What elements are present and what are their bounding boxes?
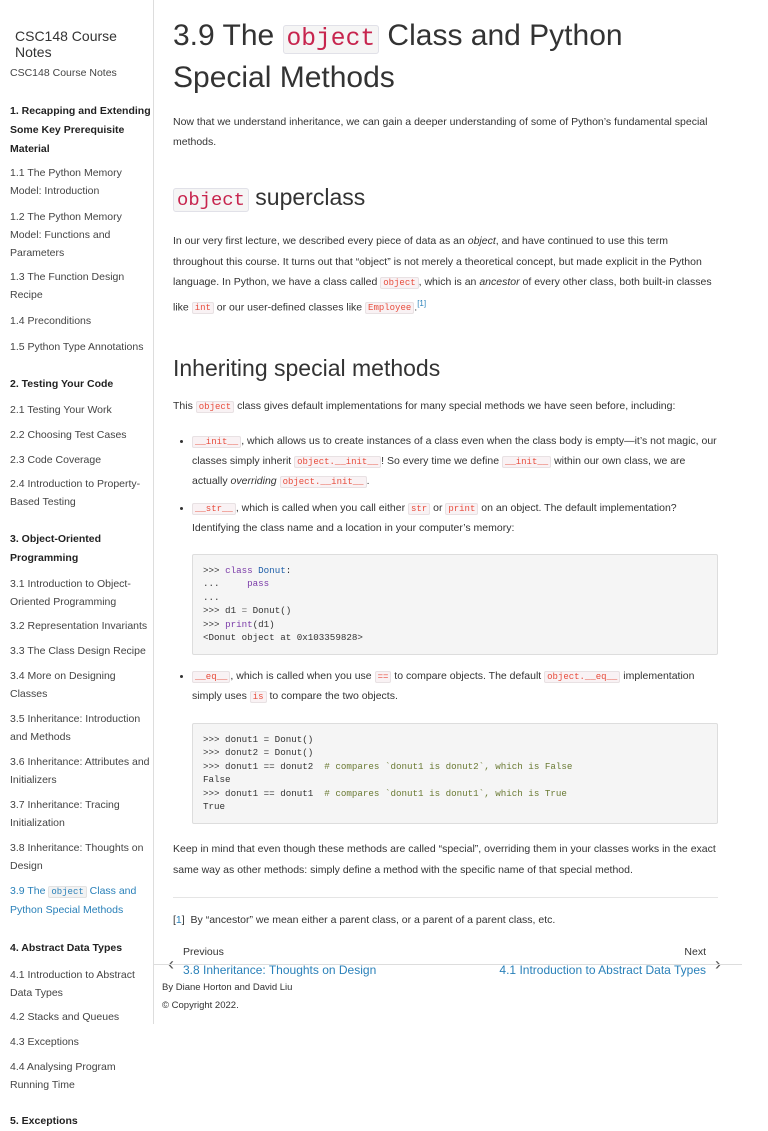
heading-object-superclass xyxy=(173,182,718,215)
sidebar-item-1-1[interactable]: 1.1 The Python Memory Model: Introduction xyxy=(10,167,122,197)
sidebar-item-3-3[interactable]: 3.3 The Class Design Recipe xyxy=(10,645,146,657)
p1-em-object: object xyxy=(467,235,496,247)
sidebar-section-5[interactable]: 5. Exceptions xyxy=(10,1115,78,1127)
footnote-ref-1[interactable]: [1] xyxy=(417,298,427,308)
footnote-separator xyxy=(173,897,718,898)
li3-text-d: to compare the two objects. xyxy=(266,689,398,702)
li3-text-c: implementation simply uses xyxy=(192,669,695,702)
page-title-code: object xyxy=(283,25,380,54)
p1-code-int: int xyxy=(192,302,214,314)
footnote-backref[interactable]: 1 xyxy=(175,913,182,926)
li1-text-a: , which allows us to create instances of a class even when the class body is empty—it’s not magic, our classes simply inherit xyxy=(192,434,717,467)
sidebar-item-4-3[interactable]: 4.3 Exceptions xyxy=(10,1036,79,1048)
next-label: Next xyxy=(684,945,706,958)
code2-comment-1: # compares `donut1 is donut2`, which is False xyxy=(313,760,573,772)
footer-authors: By Diane Horton and David Liu xyxy=(162,982,293,993)
sidebar-item-3-4[interactable]: 3.4 More on Designing Classes xyxy=(10,670,116,700)
page-title-suffix: Class and Python Special Methods xyxy=(173,19,623,94)
li2-code-str-func: str xyxy=(408,503,430,515)
p1-text-c: , which is an xyxy=(418,276,480,288)
sidebar-home-link[interactable]: CSC148 Course Notes xyxy=(10,67,117,79)
code1-cont: ... xyxy=(203,578,248,589)
li1-text-b: ! So every time we define xyxy=(381,454,502,467)
sidebar-item-3-6[interactable]: 3.6 Inheritance: Attributes and Initializers xyxy=(10,756,150,786)
sidebar-site-title[interactable]: CSC148 Course Notes xyxy=(15,28,117,60)
li3-code-eq: __eq__ xyxy=(192,671,230,683)
code1-op-eq: = xyxy=(241,605,248,616)
li3-code-eqeq: == xyxy=(375,671,392,683)
code1-print-args: (d1) xyxy=(252,618,275,630)
footnote-text: By “ancestor” we mean either a parent class, or a parent of a parent class, etc. xyxy=(190,913,556,926)
p1-text-a: In our very first lecture, we described every piece of data as an xyxy=(173,235,468,247)
page-title xyxy=(173,17,718,97)
sidebar-section-1[interactable]: 1. Recapping and Extending Some Key Prerequisite Material xyxy=(10,105,151,155)
p1-text-f: . xyxy=(414,301,418,313)
p1-text-b: , and have continued to use this term throughout this course. It turns out that “object” is not merely a theoretical concept, but made explicit in the Python language. In Python, we have a class called xyxy=(173,235,702,288)
code1-name-donut: Donut xyxy=(258,564,286,576)
p2-text-a: This xyxy=(173,399,196,412)
code2-line-1: >>> donut1 = Donut() xyxy=(203,733,314,745)
page-title-prefix: 3.9 The xyxy=(173,19,283,52)
p1-em-ancestor: ancestor xyxy=(479,276,520,288)
chevron-right-icon: › xyxy=(715,953,721,974)
chevron-left-icon: ‹ xyxy=(168,953,174,974)
sidebar-item-1-4[interactable]: 1.4 Preconditions xyxy=(10,315,92,327)
sidebar-item-3-2[interactable]: 3.2 Representation Invariants xyxy=(10,620,148,632)
sidebar-section-4[interactable]: 4. Abstract Data Types xyxy=(10,942,123,954)
sidebar-section-2[interactable]: 2. Testing Your Code xyxy=(10,378,114,390)
li2-text-c: on an object. The default implementation? Identifying the class name and a location in your computer’s memory: xyxy=(192,501,677,534)
code1-kw-class: class xyxy=(225,564,253,576)
li1-text-d: . xyxy=(366,474,370,487)
list-item-str xyxy=(192,499,718,655)
p1-code-object: object xyxy=(380,277,418,289)
code1-assign-rhs: Donut() xyxy=(247,605,292,616)
prev-label: Previous xyxy=(183,945,224,958)
p1-code-employee: Employee xyxy=(365,302,414,314)
closing-paragraph: Keep in mind that even though these methods are called “special”, overriding them in your classes works in the exact same way as other methods: simply define a method with the specific name of that special method. xyxy=(173,842,716,876)
li3-code-object-eq: object.__eq__ xyxy=(544,671,620,683)
li1-code-init-2: __init__ xyxy=(502,456,551,468)
next-title[interactable]: 4.1 Introduction to Abstract Data Types xyxy=(499,962,706,977)
sidebar-active-code: object xyxy=(48,886,86,898)
li1-em-overriding: overriding xyxy=(230,474,277,487)
code1-kw-pass: pass xyxy=(247,578,270,589)
code1-prompt-2: >>> xyxy=(203,618,226,630)
li1-text-c: within our own class, we are actually xyxy=(192,454,686,487)
page-footer xyxy=(153,964,742,1015)
sidebar-item-2-1[interactable]: 2.1 Testing Your Work xyxy=(10,404,112,416)
main-content xyxy=(168,0,721,982)
li3-code-is: is xyxy=(250,691,267,703)
sidebar-item-2-2[interactable]: 2.2 Choosing Test Cases xyxy=(10,429,127,441)
heading-object-code: object xyxy=(173,188,249,212)
sidebar-item-4-1[interactable]: 4.1 Introduction to Abstract Data Types xyxy=(10,969,135,999)
code2-comment-2: # compares `donut1 is donut1`, which is True xyxy=(313,787,567,799)
code2-output-true: True xyxy=(203,801,226,812)
intro-paragraph: Now that we understand inheritance, we can gain a deeper understanding of some of Python’s fundamental special methods. xyxy=(173,116,708,148)
p1-text-d: of every other class, both built-in classes like xyxy=(173,276,712,313)
li1-code-object-init: object.__init__ xyxy=(294,456,381,468)
prev-title[interactable]: 3.8 Inheritance: Thoughts on Design xyxy=(183,962,377,977)
code1-colon: : xyxy=(285,564,292,576)
inherit-paragraph xyxy=(173,396,718,417)
li3-text-b: to compare objects. The default xyxy=(391,669,545,682)
li2-code-print: print xyxy=(445,503,478,515)
li2-code-str: __str__ xyxy=(192,503,236,515)
code1-assign-lhs: >>> d1 xyxy=(203,605,242,616)
sidebar-item-2-4[interactable]: 2.4 Introduction to Property-Based Testing xyxy=(10,478,141,508)
sidebar-active-suffix: Class and Python Special Methods xyxy=(10,885,137,916)
code2-line-4: >>> donut1 == donut1 xyxy=(203,787,314,799)
heading-inheriting-special-methods: Inheriting special methods xyxy=(173,354,441,381)
sidebar-item-4-2[interactable]: 4.2 Stacks and Queues xyxy=(10,1011,120,1023)
code1-prompt: >>> xyxy=(203,564,226,576)
code2-output-false: False xyxy=(203,774,231,785)
code-block-eq xyxy=(192,723,718,824)
special-methods-list xyxy=(173,432,718,824)
code2-line-2: >>> donut2 = Donut() xyxy=(203,747,314,758)
p1-text-e: or our user-defined classes like xyxy=(213,301,366,313)
heading-superclass-text: superclass xyxy=(248,184,366,210)
sidebar-item-3-8[interactable]: 3.8 Inheritance: Thoughts on Design xyxy=(10,842,144,872)
sidebar-active-prefix: 3.9 The xyxy=(10,885,49,897)
sidebar-item-3-9-active[interactable] xyxy=(0,882,153,919)
li3-text-a: , which is called when you use xyxy=(230,669,375,682)
code1-kw-print: print xyxy=(225,618,253,630)
sidebar-item-1-2[interactable]: 1.2 The Python Memory Model: Functions and Parameters xyxy=(10,211,122,259)
sidebar-item-3-7[interactable]: 3.7 Inheritance: Tracing Initialization xyxy=(10,799,120,829)
p2-text-b: class gives default implementations for many special methods we have seen before, including: xyxy=(234,399,676,412)
sidebar-item-1-3[interactable]: 1.3 The Function Design Recipe xyxy=(10,271,125,301)
code2-line-3: >>> donut1 == donut2 xyxy=(203,760,314,772)
code1-ellipsis: ... xyxy=(203,591,220,603)
code1-output: <Donut object at 0x103359828> xyxy=(203,632,363,643)
sidebar-item-1-5[interactable]: 1.5 Python Type Annotations xyxy=(10,341,144,353)
li2-text-b: or xyxy=(430,501,446,514)
list-item-init xyxy=(192,432,718,492)
list-item-eq xyxy=(192,667,718,824)
sidebar-item-2-3[interactable]: 2.3 Code Coverage xyxy=(10,454,102,466)
sidebar-item-4-4[interactable]: 4.4 Analysing Program Running Time xyxy=(10,1061,116,1091)
footnote-1: [1] By “ancestor” we mean either a parent class, or a parent of a parent class, etc. xyxy=(173,913,556,926)
sidebar xyxy=(0,0,154,1127)
footer-copyright: © Copyright 2022. xyxy=(162,1000,239,1011)
sidebar-item-3-1[interactable]: 3.1 Introduction to Object-Oriented Programming xyxy=(10,578,131,608)
code-block-donut xyxy=(192,554,718,655)
li1-code-init: __init__ xyxy=(192,436,241,448)
p2-code-object: object xyxy=(196,401,234,413)
sidebar-section-3[interactable]: 3. Object-Oriented Programming xyxy=(10,533,102,564)
sidebar-item-3-5[interactable]: 3.5 Inheritance: Introduction and Methods xyxy=(10,713,141,743)
li2-text-a: , which is called when you call either xyxy=(235,501,408,514)
object-paragraph xyxy=(173,231,718,319)
li1-code-object-init-2: object.__init__ xyxy=(280,476,367,488)
